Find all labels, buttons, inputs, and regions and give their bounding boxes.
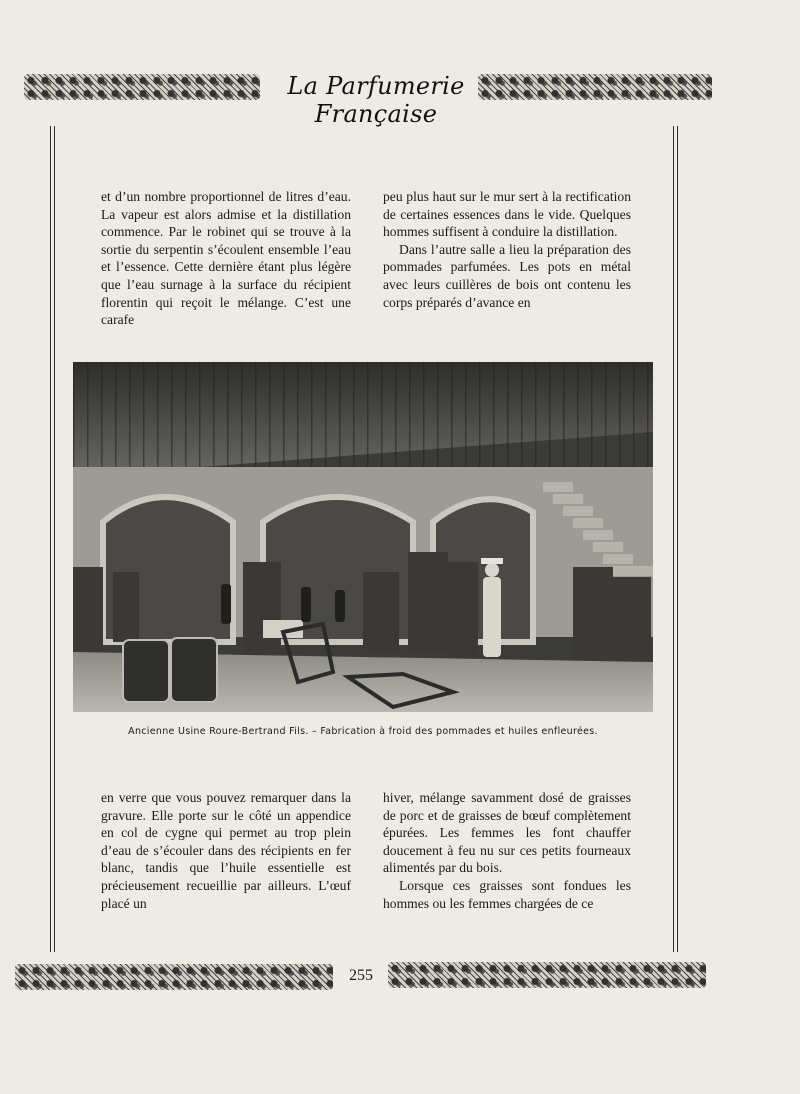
text-column-bottom-right — [383, 789, 631, 912]
page-number: 255 — [349, 967, 373, 984]
frame-rule-right-outer — [677, 126, 678, 952]
figure-caption: Ancienne Usine Roure-Bertrand Fils. – Fabrication à froid des pommades et huiles enfleurées. — [128, 726, 598, 737]
engraving-factory-interior — [73, 362, 653, 712]
journal-title: La Parfumerie Française — [262, 72, 490, 128]
paragraph: hiver, mélange savamment dosé de graisses de porc et de graisses de bœuf complètement épurées. Les femmes les font chauffer doucement à feu nu sur ces petits fourneaux alimentés par du bois. — [383, 790, 631, 876]
paragraph: peu plus haut sur le mur sert à la rectification de certaines essences dans le vide. Quelques hommes suffisent à conduire la distillation. — [383, 189, 631, 240]
paragraph: Dans l’autre salle a lieu la préparation des pommades parfumées. Les pots en métal avec leurs cuillères de bois ont contenu les corps préparés d’avance en — [383, 241, 631, 310]
header-ornament-left — [24, 74, 260, 100]
text-column-bottom-left — [101, 789, 351, 912]
header-ornament-right — [478, 74, 712, 100]
text-column-top-right — [383, 188, 631, 311]
paragraph: en verre que vous pouvez remarquer dans la gravure. Elle porte sur le côté un appendice en col de cygne qui permet au trop plein d’eau de s’écouler dans des récipients en fer blanc, tandis que l’huile essentielle est précieusement recueillie par ailleurs. L’œuf placé un — [101, 790, 351, 911]
frame-rule-left-inner — [54, 126, 55, 952]
footer-ornament-left — [15, 964, 333, 990]
paragraph: et d’un nombre proportionnel de litres d’eau. La vapeur est alors admise et la distillation commence. Par le robinet qui se trouve à la sortie du serpentin s’écoulent ensemble l’eau et l’essence. Cette dernière étant plus légère que l’eau surnage à la surface du récipient florentin qui reçoit le mélange. C’est une carafe — [101, 189, 351, 328]
frame-rule-right-inner — [673, 126, 674, 952]
frame-rule-left-outer — [50, 126, 51, 952]
footer-ornament-right — [388, 962, 706, 988]
text-column-top-left — [101, 188, 351, 329]
paragraph: Lorsque ces graisses sont fondues les hommes ou les femmes chargées de ce — [383, 877, 631, 911]
